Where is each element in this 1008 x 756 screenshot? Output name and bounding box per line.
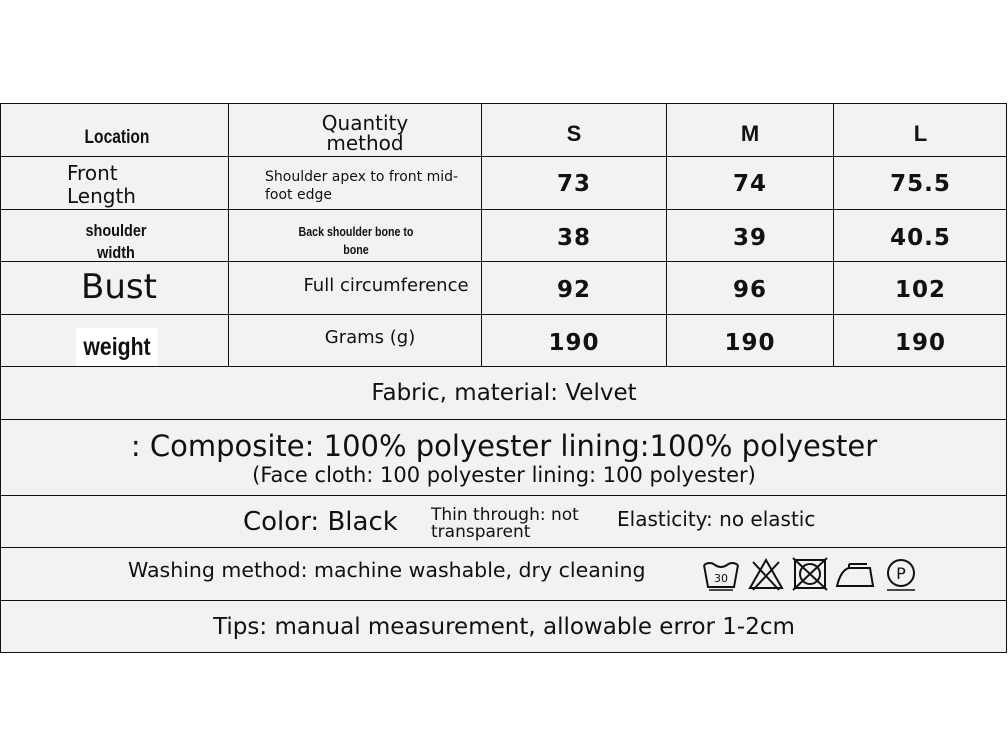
header-method — [229, 110, 501, 156]
shoulder-method-line2: bone — [343, 242, 369, 257]
front-length-line2: Length — [67, 184, 136, 208]
fabric-text: Fabric, material: Velvet — [371, 380, 637, 406]
value-front-length-s: 73 — [556, 171, 591, 197]
row-method-front-length: Shoulder apex to front mid-foot edge — [265, 169, 459, 203]
row-divider — [1, 314, 1007, 315]
iron-icon — [835, 556, 877, 592]
header-method-line1: Quantity — [321, 111, 409, 135]
value-shoulder-m: 39 — [732, 225, 767, 251]
row-location-shoulder-width — [65, 220, 167, 264]
value-bust-l: 102 — [894, 277, 946, 303]
care-icons — [701, 552, 921, 596]
dry-clean-letter: P — [896, 564, 906, 583]
dry-clean-p-icon — [883, 556, 919, 592]
composite-subtext: (Face cloth: 100 polyester lining: 100 polyester) — [252, 462, 756, 487]
value-weight-m: 190 — [724, 330, 776, 356]
no-bleach-icon — [747, 556, 785, 592]
row-method-bust: Full circumference — [303, 274, 469, 296]
row-divider — [1, 209, 1007, 210]
composite-text: : Composite: 100% polyester lining:100% polyester — [130, 428, 878, 463]
value-bust-m: 96 — [732, 277, 767, 303]
header-size-s: S — [566, 121, 582, 146]
no-tumble-dry-icon — [791, 556, 829, 592]
row-location-front-length — [67, 162, 187, 208]
value-weight-l: 190 — [894, 330, 946, 356]
washing-text: Washing method: machine washable, dry cleaning — [128, 558, 646, 582]
header-location: Location — [84, 127, 150, 148]
row-method-shoulder-width — [286, 222, 425, 260]
composite-block — [1, 420, 1007, 495]
shoulder-method-line1: Back shoulder bone to — [298, 224, 414, 239]
row-location-weight: weight — [76, 328, 158, 366]
thin-line1: Thin through: not — [431, 505, 579, 525]
shoulder-line2: width — [97, 243, 135, 262]
value-weight-s: 190 — [548, 330, 600, 356]
value-shoulder-s: 38 — [556, 225, 591, 251]
elasticity-text: Elasticity: no elastic — [617, 507, 816, 531]
header-method-line2: method — [326, 131, 404, 155]
color-text: Color: Black — [243, 507, 398, 537]
value-front-length-m: 74 — [732, 171, 767, 197]
shoulder-line1: shoulder — [85, 221, 147, 240]
front-length-line1: Front — [67, 161, 118, 185]
thin-line2: transparent — [431, 522, 531, 542]
row-location-bust: Bust — [81, 267, 157, 307]
value-shoulder-l: 40.5 — [890, 225, 951, 251]
header-size-m: M — [740, 121, 760, 146]
value-bust-s: 92 — [556, 277, 591, 303]
value-front-length-l: 75.5 — [890, 171, 951, 197]
thin-through-text — [431, 504, 611, 544]
size-chart — [0, 103, 1007, 653]
wash-temp-label: 30 — [714, 572, 728, 585]
header-size-l: L — [913, 121, 928, 146]
row-method-weight: Grams (g) — [324, 326, 416, 348]
tips-text: Tips: manual measurement, allowable error 1-2cm — [213, 614, 795, 640]
wash-30-icon — [701, 556, 741, 592]
